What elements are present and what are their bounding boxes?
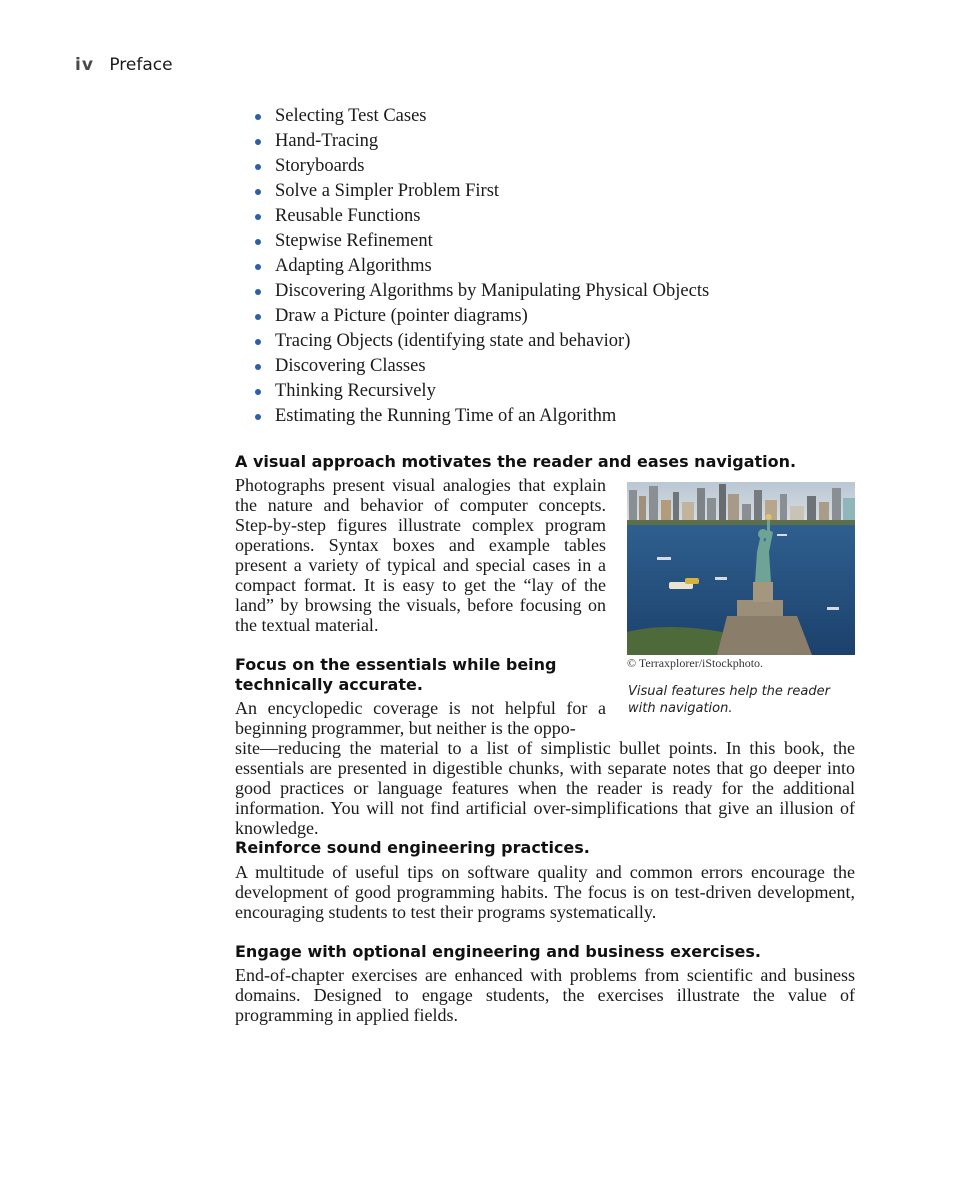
essentials-heading-line-2: technically accurate. [235,675,423,694]
essentials-heading-line-1: Focus on the essentials while being [235,655,557,674]
list-item [255,204,709,229]
exercises-body: End-of-chapter exercises are enhanced with problems from scientific and business domains. Designed to engage students, the exercises illustrate the value of programming in applied fields. [235,965,855,1025]
bullet-icon [255,114,261,120]
bullet-icon [255,239,261,245]
list-item-text: Thinking Recursively [275,381,436,401]
bullet-icon [255,314,261,320]
bullet-icon [255,189,261,195]
list-item-text: Solve a Simpler Problem First [275,181,500,201]
page-number: iv [75,55,94,75]
list-item-text: Discovering Classes [275,356,426,376]
list-item [255,354,709,379]
chapter-title: Preface [109,55,173,75]
list-item-text: Stepwise Refinement [275,231,433,251]
bullet-icon [255,414,261,420]
list-item [255,154,709,179]
list-item-text: Hand-Tracing [275,131,379,151]
list-item-text: Storyboards [275,156,365,176]
running-head [75,55,173,75]
list-item [255,254,709,279]
essentials-heading [235,655,557,695]
essentials-body-continued: site—reducing the material to a list of simplistic bullet points. In this book, the essentials are presented in digestible chunks, with separate notes that go deeper into good practices or language features when the reader is ready for the additional information. You will not find artificial over-simplifications that give an illusion of knowledge. [235,738,855,838]
list-item-text: Selecting Test Cases [275,106,427,126]
visual-approach-heading: A visual approach motivates the reader and eases navigation. [235,452,797,471]
bullet-icon [255,214,261,220]
list-item [255,329,709,354]
technique-bullet-list [255,104,709,429]
list-item-text: Draw a Picture (pointer diagrams) [275,306,528,326]
exercises-heading: Engage with optional engineering and business exercises. [235,942,761,961]
list-item-text: Tracing Objects (identifying state and behavior) [275,331,631,351]
bullet-icon [255,164,261,170]
figure-caption: Visual features help the reader with navigation. [628,684,830,716]
list-item [255,179,709,204]
list-item-text: Discovering Algorithms by Manipulating Physical Objects [275,281,710,301]
list-item-text: Adapting Algorithms [275,256,432,276]
list-item [255,104,709,129]
bullet-icon [255,339,261,345]
list-item-text: Reusable Functions [275,206,421,226]
bullet-icon [255,364,261,370]
statue-of-liberty-photo [627,482,855,655]
engineering-heading: Reinforce sound engineering practices. [235,838,590,857]
bullet-icon [255,289,261,295]
list-item [255,279,709,304]
bullet-icon [255,389,261,395]
list-item [255,229,709,254]
photo-credit: © Terraxplorer/iStockphoto. [627,656,764,670]
visual-approach-body: Photographs present visual analogies that explain the nature and behavior of computer concepts. Step-by-step figures illustrate complex program operations. Syntax boxes and example tables present a variety of typical and special cases in a compact format. It is easy to get the “lay of the land” by browsing the visuals, before focusing on the textual material. [235,475,606,635]
list-item [255,304,709,329]
engineering-body: A multitude of useful tips on software quality and common errors encourage the development of good programming habits. The focus is on test-driven development, encouraging students to test their programs systematically. [235,862,855,922]
list-item [255,129,709,154]
bullet-icon [255,139,261,145]
list-item [255,379,709,404]
bullet-icon [255,264,261,270]
list-item-text: Estimating the Running Time of an Algorithm [275,406,617,426]
essentials-body-start: An encyclopedic coverage is not helpful for a beginning programmer, but neither is the oppo- [235,698,606,738]
list-item [255,404,709,429]
